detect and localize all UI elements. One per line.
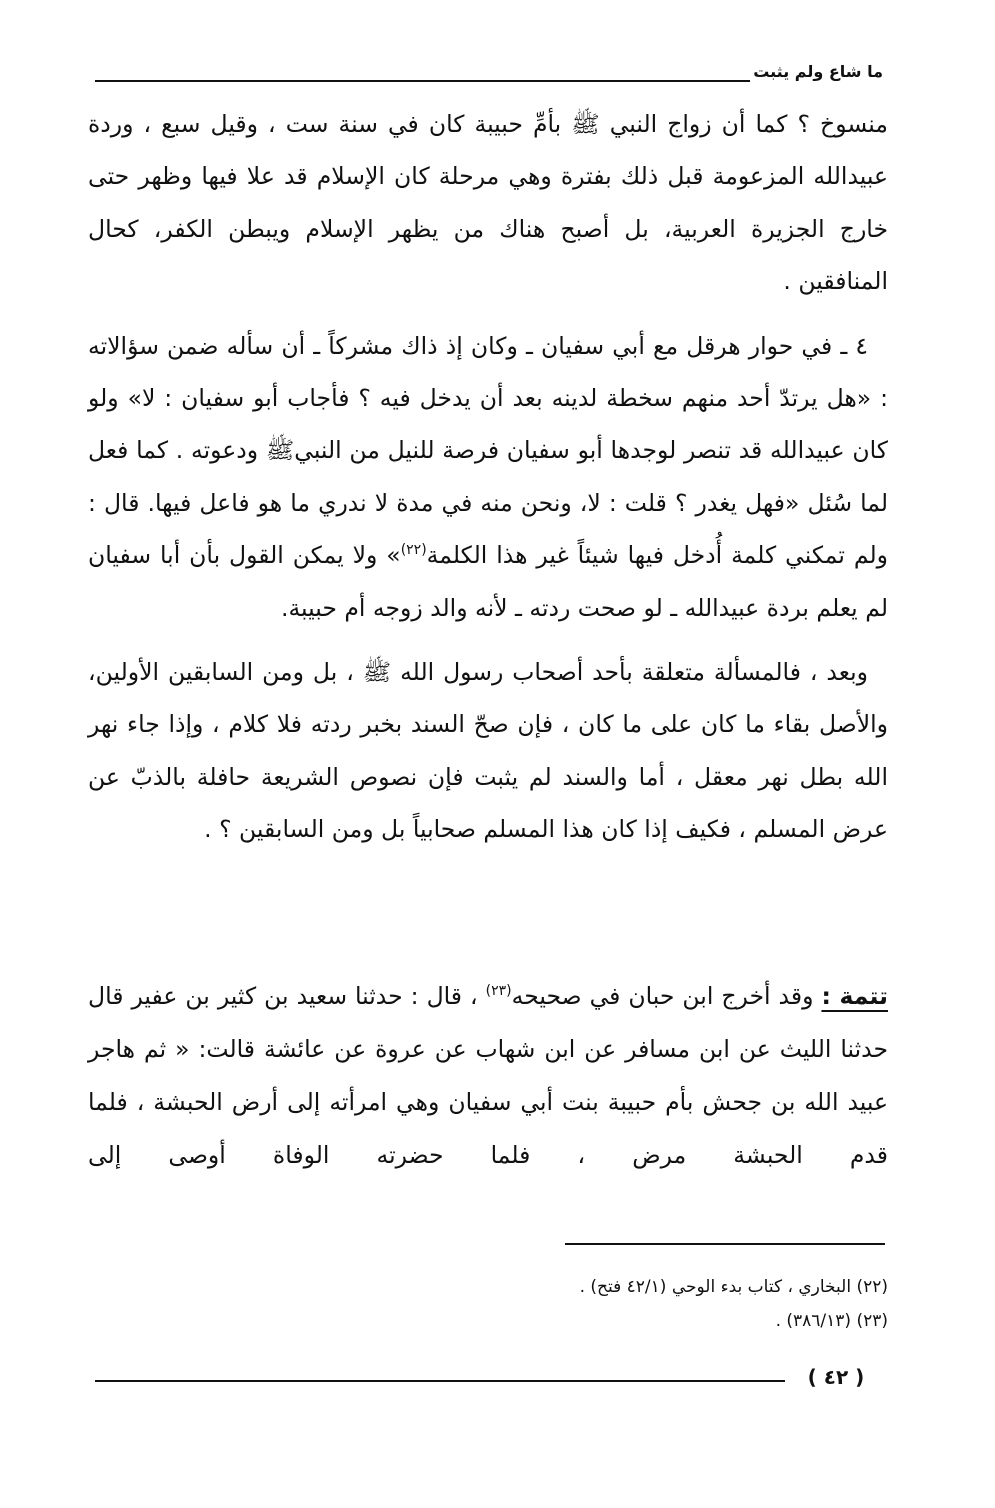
running-header: ما شاع ولم يثبت: [753, 62, 883, 81]
footer-rule: [95, 1380, 785, 1382]
footnote-separator: [565, 1243, 885, 1245]
header-rule: [95, 80, 750, 82]
paragraph-point-4-text: ٤ ـ في حوار هرقل مع أبي سفيان ـ وكان إذ ذاك مشركاً ـ أن سأله ضمن سؤالاته : «هل يرتدّ أحد منهم سخطة لدينه بعد أن يدخل فيه ؟ فأجاب أبو سفيان : لا» ولو كان عبيدالله قد تنصر لوجدها أبو سفيان فرصة للنيل من النبيﷺ ودعوته . كما فعل لما سُئل «فهل يغدر ؟ قلت : لا، ونحن منه في مدة لا ندري ما هو فاعل فيها. قال : ولم تمكني كلمة أُدخل فيها شيئاً غير هذا الكلمة: [88, 331, 888, 570]
footnote-22: (٢٢) البخاري ، كتاب بدء الوحي (٤٢/١ فتح) .: [579, 1277, 888, 1297]
footnote-ref-23[interactable]: (٢٣): [485, 983, 512, 1000]
main-text: [88, 98, 888, 856]
paragraph-point-4-tail: » ولا يمكن القول بأن أبا سفيان لم يعلم بردة عبيدالله ـ لو صحت ردته ـ لأنه والد زوجه أم حبيبة.: [88, 541, 888, 622]
tatimma-text: ، قال : حدثنا سعيد بن كثير بن عفير قال حدثنا الليث عن ابن مسافر عن ابن شهاب عن عروة عن عائشة قالت: « ثم هاجر عبيد الله بن جحش بأم حبيبة بنت أبي سفيان وهي امرأته إلى أرض الحبشة ، فلما قدم الحبشة مرض ، فلما حضرته الوفاة أوصى إلى: [88, 982, 888, 1169]
paragraph-continuation: منسوخ ؟ كما أن زواج النبي ﷺ بأمِّ حبيبة كان في سنة ست ، وقيل سبع ، وردة عبيدالله المزعومة قبل ذلك بفترة وهي مرحلة كان الإسلام قد علا فيها وظهر حتى خارج الجزيرة العربية، بل أصبح هناك من يظهر الإسلام ويبطن الكفر، كحال المنافقين .: [88, 110, 888, 296]
footnote-23: (٢٣) (٣٨٦/١٣) .: [775, 1311, 888, 1331]
tatimma-label: تتمة :: [821, 982, 888, 1010]
page-number: ( ٤٢ ): [807, 1365, 865, 1389]
footnotes: [300, 1270, 888, 1338]
tatimma-text-start: وقد أخرج ابن حبان في صحيحه: [511, 982, 814, 1010]
tatimma-section: [88, 970, 888, 1182]
footnote-ref-22[interactable]: (٢٢): [400, 542, 427, 559]
paragraph-conclusion: وبعد ، فالمسألة متعلقة بأحد أصحاب رسول الله ﷺ ، بل ومن السابقين الأولين، والأصل بقاء ما كان على ما كان ، فإن صحّ السند بخبر ردته فلا كلام ، وإذا جاء نهر الله بطل نهر معقل ، أما والسند لم يثبت فإن نصوص الشريعة حافلة بالذبّ عن عرض المسلم ، فكيف إذا كان هذا المسلم صحابياً بل ومن السابقين ؟ .: [88, 658, 888, 844]
paragraph-point-4: [88, 320, 888, 634]
